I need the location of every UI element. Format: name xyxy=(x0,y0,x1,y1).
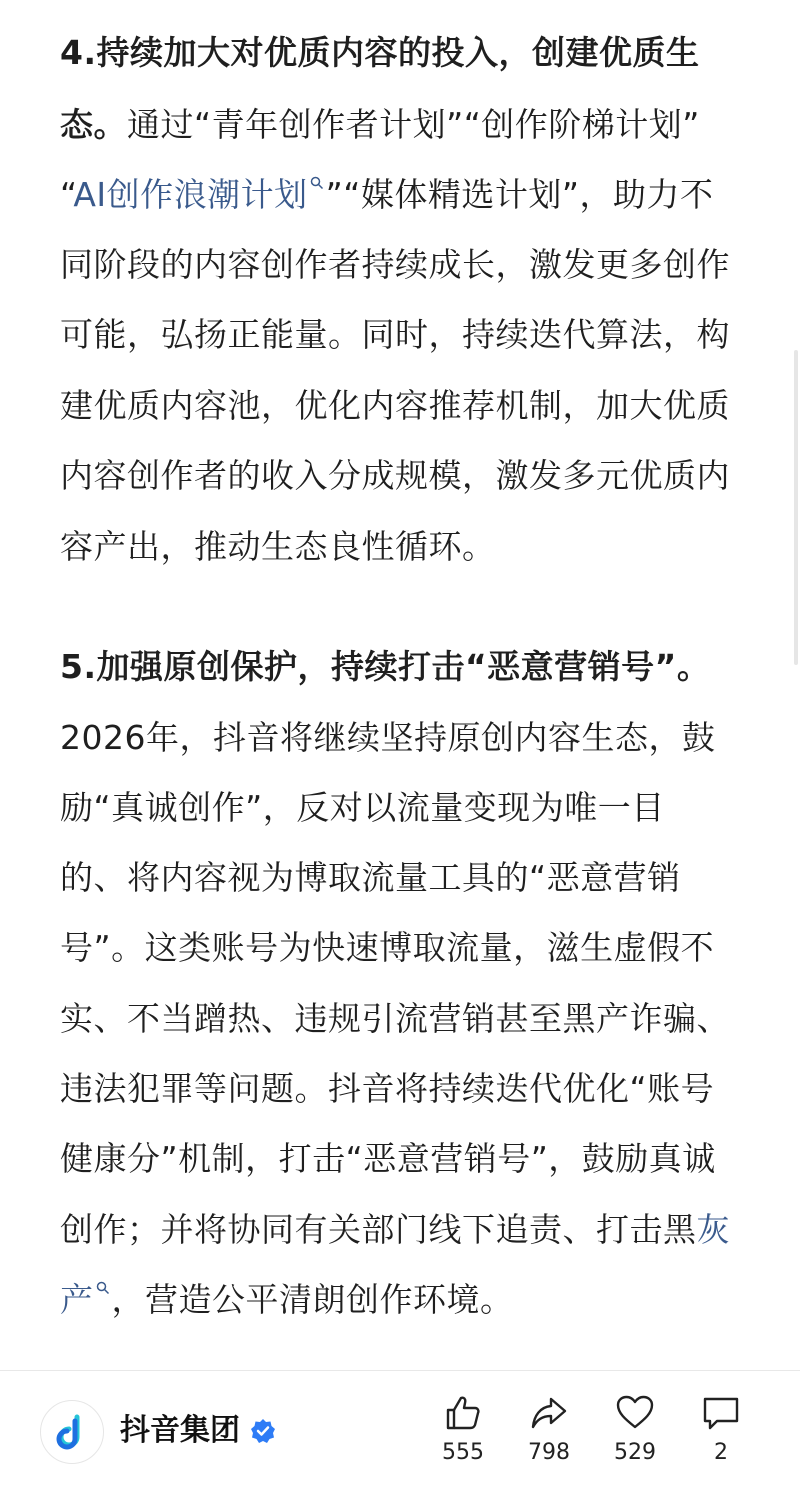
article-line: 励“真诚创作”，反对以流量变现为唯一目 xyxy=(60,788,665,827)
article-line: 5.加强原创保护，持续打击“恶意营销号”。 xyxy=(60,647,711,686)
share-count: 798 xyxy=(528,1440,570,1465)
article-line: 内容创作者的收入分成规模，激发多元优质内 xyxy=(60,456,730,495)
comment-button[interactable] xyxy=(681,1393,761,1467)
article-line: 容产出，推动生态良性循环。 xyxy=(60,527,496,566)
article-line: 建优质内容池，优化内容推荐机制，加大优质 xyxy=(60,386,730,425)
comment-count: 2 xyxy=(714,1440,728,1465)
article-line xyxy=(60,100,700,150)
comment-bubble-icon xyxy=(701,1393,741,1433)
text-run: ”“媒体精选计划”，助力不 xyxy=(325,175,714,214)
article-line: 违法犯罪等问题。抖音将持续迭代优化“账号 xyxy=(60,1069,715,1108)
article-line: 号”。这类账号为快速博取流量，滋生虚假不 xyxy=(60,928,715,967)
text-run: ，营造公平清朗创作环境。 xyxy=(111,1280,514,1319)
share-arrow-icon xyxy=(529,1393,569,1433)
verified-badge-icon xyxy=(250,1418,276,1444)
bottom-action-bar xyxy=(0,1370,800,1489)
article-line xyxy=(60,1205,730,1255)
search-icon[interactable] xyxy=(310,176,324,190)
scrollbar[interactable] xyxy=(794,350,798,665)
favorite-count: 529 xyxy=(614,1440,656,1465)
avatar[interactable] xyxy=(40,1400,104,1464)
text-run: 创作；并将协同有关部门线下追责、打击黑 xyxy=(60,1210,697,1249)
search-link-gray-industry[interactable]: 灰 xyxy=(696,1210,730,1249)
search-icon[interactable] xyxy=(96,1281,110,1295)
article-line xyxy=(60,1275,514,1325)
article-line xyxy=(60,170,713,220)
account-name[interactable]: 抖音集团 xyxy=(120,1413,240,1448)
text-run: 态。 xyxy=(60,105,127,144)
article-line: 可能，弘扬正能量。同时，持续迭代算法，构 xyxy=(60,315,730,354)
article-line: 同阶段的内容创作者持续成长，激发更多创作 xyxy=(60,245,730,284)
article-line: 2026年，抖音将继续坚持原创内容生态，鼓 xyxy=(60,718,716,757)
like-count: 555 xyxy=(442,1440,484,1465)
article-line: 实、不当蹭热、违规引流营销甚至黑产诈骗、 xyxy=(60,999,730,1038)
like-button[interactable] xyxy=(423,1393,503,1467)
text-run: 通过“青年创作者计划”“创作阶梯计划” xyxy=(127,105,700,144)
article-line: 健康分”机制，打击“恶意营销号”，鼓励真诚 xyxy=(60,1139,716,1178)
thumbs-up-icon xyxy=(443,1393,483,1433)
article-line: 4.持续加大对优质内容的投入，创建优质生 xyxy=(60,33,700,72)
favorite-button[interactable] xyxy=(595,1393,675,1467)
share-button[interactable] xyxy=(509,1393,589,1467)
search-link-ai-plan[interactable]: AI创作浪潮计划 xyxy=(73,175,308,214)
search-link-gray-industry[interactable]: 产 xyxy=(60,1280,94,1319)
douyin-logo-icon xyxy=(53,1413,91,1451)
text-run: “ xyxy=(60,175,74,214)
heart-icon xyxy=(615,1393,655,1433)
article-line: 的、将内容视为博取流量工具的“恶意营销 xyxy=(60,858,681,897)
